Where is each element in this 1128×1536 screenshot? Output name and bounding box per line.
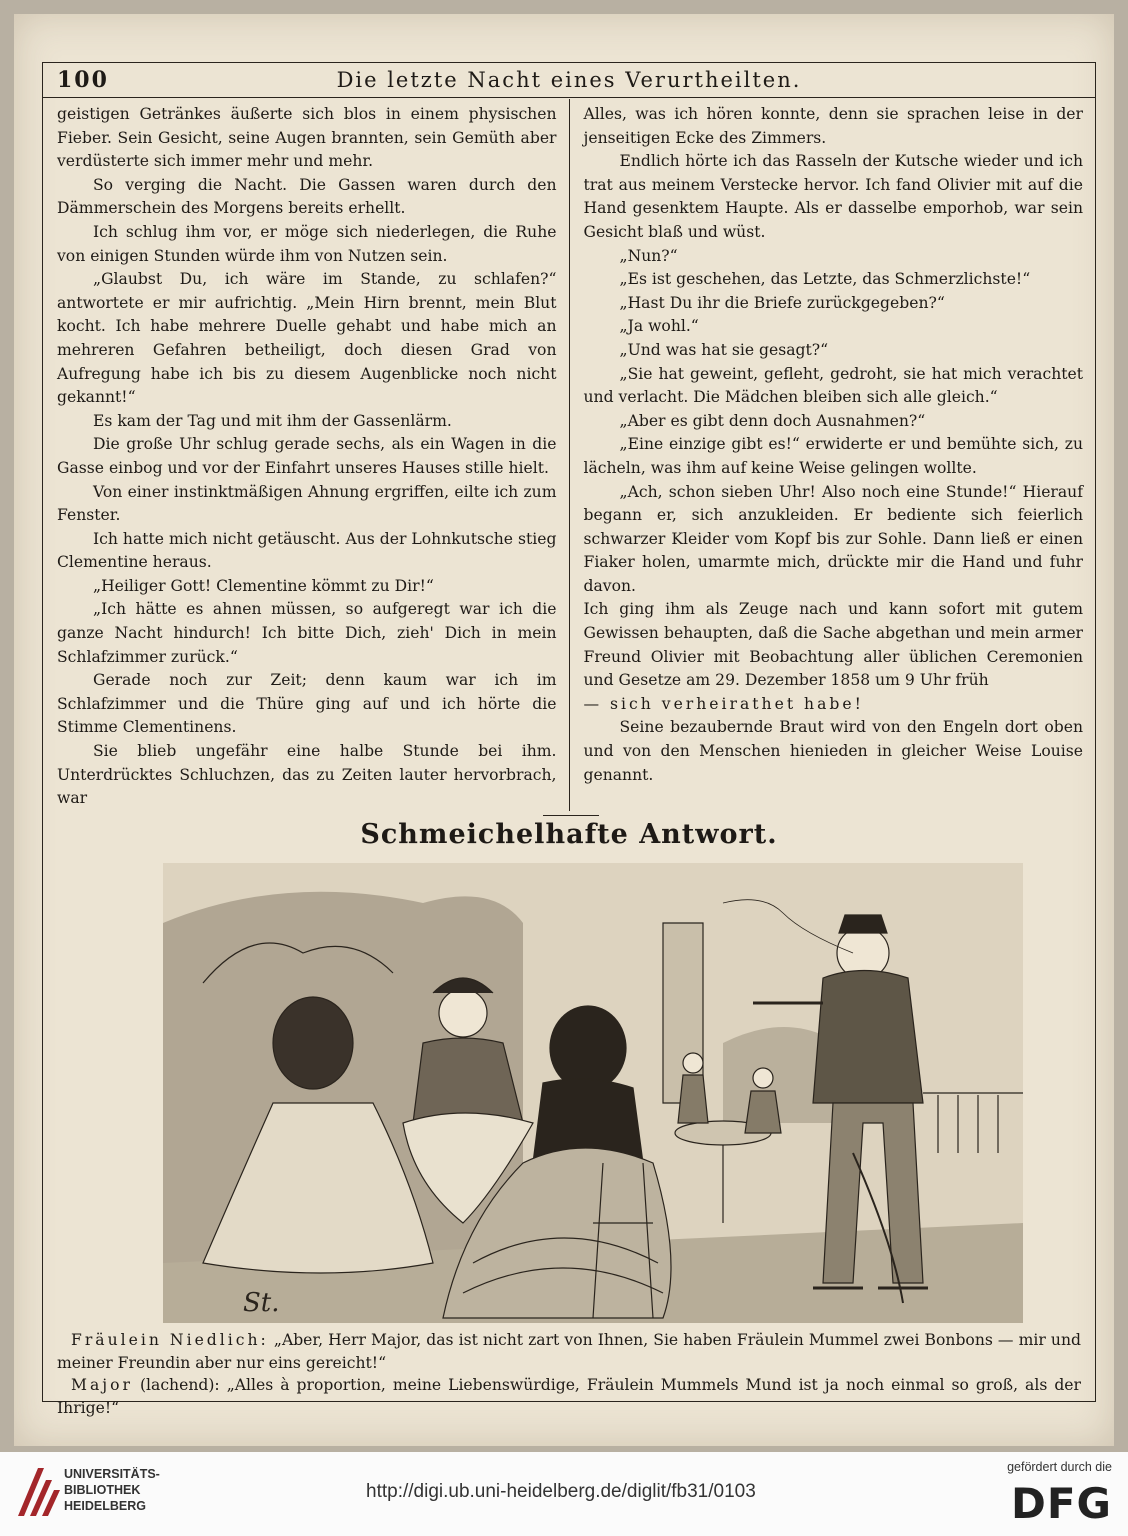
paragraph: Seine bezaubernde Braut wird von den Engeln dort oben und von den Menschen hienieden in gleicher Weise Louise genannt. <box>583 718 1083 784</box>
magazine-page <box>14 14 1114 1446</box>
paragraph: „Ach, schon sieben Uhr! Also noch eine Stunde!“ Hierauf begann er, sich anzukleiden. Er bediente sich feierlich schwarzer Kleider vom Kopf bis zur Sohle. Dann ließ er einen Fiaker holen, umarmte mich, drückte mir die Hand und fuhr davon. <box>583 482 1083 595</box>
paragraph: „Aber es gibt denn doch Ausnahmen?“ <box>619 411 926 430</box>
caption-speaker-2: Major <box>71 1376 133 1394</box>
cartoon-title: Schmeichelhafte Antwort. <box>360 819 778 850</box>
paragraph: „Und was hat sie gesagt?“ <box>619 340 829 359</box>
running-head <box>43 63 1095 98</box>
caption-stage-direction: (lachend): <box>139 1376 220 1394</box>
artist-signature: St. <box>243 1288 280 1318</box>
paragraph: Sie blieb ungefähr eine halbe Stunde bei ihm. Unterdrücktes Schluchzen, das zu Zeiten lauter hervorbrach, war <box>57 742 557 808</box>
paragraph: Alles, was ich hören konnte, denn sie sprachen leise in der jenseitigen Ecke des Zimmers. <box>583 105 1083 147</box>
viewer-footer <box>0 1452 1128 1536</box>
caption-line-2: „Alles à proportion, meine Liebenswürdige, Fräulein Mummels Mund ist ja noch einmal so groß, als der Ihrige!“ <box>57 1376 1081 1417</box>
paragraph: „Eine einzige gibt es!“ erwiderte er und bemühte sich, zu lächeln, was ihm auf keine Weise gelingen wollte. <box>583 435 1083 477</box>
paragraph: Die große Uhr schlug gerade sechs, als ein Wagen in die Gasse einbog und vor der Einfahrt unseres Hauses stille hielt. <box>57 435 557 477</box>
paragraph: „Nun?“ <box>619 246 678 265</box>
paragraph: „Sie hat geweint, gefleht, gedroht, sie hat mich verachtet und verlacht. Die Mädchen bleiben sich alle gleich.“ <box>583 364 1083 407</box>
paragraph: „Es ist geschehen, das Letzte, das Schmerzlichste!“ <box>619 270 1031 289</box>
article-title: Die letzte Nacht eines Verurtheilten. <box>336 68 802 92</box>
right-column <box>569 99 1096 811</box>
paragraph: geistigen Getränkes äußerte sich blos in einem physischen Fieber. Sein Gesicht, seine Augen brannten, sein Gemüth aber verdüsterte sich immer mehr und mehr. <box>57 105 557 171</box>
paragraph: „Ja wohl.“ <box>619 317 699 336</box>
dfg-logo: DFG <box>1010 1479 1112 1528</box>
cartoon-caption <box>57 1329 1081 1419</box>
paragraph: Ich hatte mich nicht getäuscht. Aus der Lohnkutsche stieg Clementine heraus. <box>57 529 557 572</box>
library-logo-icon <box>16 1466 60 1518</box>
library-name: UNIVERSITÄTS- BIBLIOTHEK HEIDELBERG <box>64 1467 160 1513</box>
paragraph: Ich ging ihm als Zeuge nach und kann sofort mit gutem Gewissen behaupten, daß die Sache abgethan und mein armer Freund Olivier mit Beobachtung aller üblichen Ceremonien und Gesetze am 29. Dezember 1858 um 9 Uhr früh <box>583 600 1083 690</box>
caption-line-1: „Aber, Herr Major, das ist nicht zart von Ihnen, Sie haben Fräulein Mummel zwei Bonbons — mir und meiner Freundin aber nur eins gereicht!“ <box>57 1331 1081 1372</box>
paragraph: Gerade noch zur Zeit; denn kaum war ich im Schlafzimmer und die Thüre ging auf und ich hörte die Stimme Clementinens. <box>57 671 557 737</box>
caption-speaker-1: Fräulein Niedlich: <box>71 1331 269 1349</box>
cartoon-illustration <box>163 863 1023 1323</box>
paragraph: Von einer instinktmäßigen Ahnung ergriffen, eilte ich zum Fenster. <box>57 482 557 525</box>
paragraph: „Ich hätte es ahnen müssen, so aufgeregt war ich die ganze Nacht hindurch! Ich bitte Dich, zieh' Dich in mein Schlafzimmer zurück.“ <box>57 600 557 666</box>
paragraph: „Hast Du ihr die Briefe zurückgegeben?“ <box>619 293 945 312</box>
paragraph: So verging die Nacht. Die Gassen waren durch den Dämmerschein des Morgens bereits erhellt. <box>57 175 557 218</box>
paragraph: — sich verheirathet habe! <box>583 694 864 713</box>
paragraph: Es kam der Tag und mit ihm der Gassenlärm. <box>93 411 452 430</box>
page-frame <box>42 62 1096 1417</box>
page-number: 100 <box>57 67 109 93</box>
section-divider <box>543 815 599 816</box>
funding-note: gefördert durch die <box>1007 1460 1112 1474</box>
left-column <box>43 99 569 811</box>
paragraph: Endlich hörte ich das Rasseln der Kutsche wieder und ich trat aus meinem Verstecke hervor. Ich fand Olivier mit auf die Hand gesenktem Haupte. Als er dasselbe emporhob, war sein Gesicht blaß und wüst. <box>583 152 1083 241</box>
permalink-url[interactable]: http://digi.ub.uni-heidelberg.de/diglit/fb31/0103 <box>366 1481 756 1502</box>
paragraph: „Heiliger Gott! Clementine kömmt zu Dir!“ <box>93 576 434 595</box>
paragraph: „Glaubst Du, ich wäre im Stande, zu schlafen?“ antwortete er mir aufrichtig. „Mein Hirn brennt, mein Blut kocht. Ich habe mehrere Duelle gehabt und habe mich an mehreren Gefahren betheiligt, doch diesen Grad von Aufregung habe ich bis zu diesem Augenblicke noch nicht gekannt!“ <box>57 270 557 407</box>
text-columns <box>43 99 1095 811</box>
paragraph: Ich schlug ihm vor, er möge sich niederlegen, die Ruhe von einigen Stunden würde ihm von Nutzen sein. <box>57 222 557 265</box>
